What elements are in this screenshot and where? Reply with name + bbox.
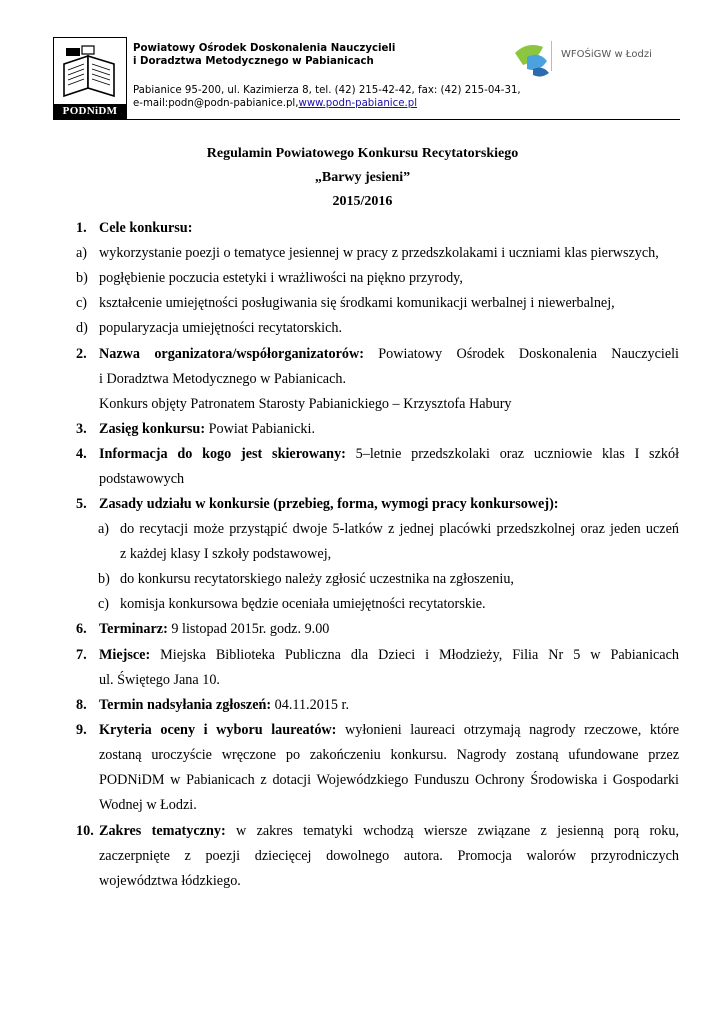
organization-name: Powiatowy Ośrodek Doskonalenia Nauczycieli i Doradztwa Metodycznego w Pabianicach [133, 43, 396, 67]
list-item: wykorzystanie poezji o tematyce jesiennej w pracy z przedszkolakami i uczniami klas pierwszych, [99, 245, 659, 261]
section-text: Wodnej w Łodzi. [99, 797, 197, 813]
contact-details [133, 84, 521, 110]
section-text: podstawowych [99, 471, 185, 487]
section-paragraph: Termin nadsyłania zgłoszeń: 04.11.2015 r. [99, 697, 350, 713]
section-number: 2. [76, 346, 87, 362]
list-item-continued: z każdej klasy I szkoły podstawowej, [120, 546, 332, 562]
section-heading: Cele konkursu: [99, 220, 193, 236]
list-marker: b) [76, 270, 88, 286]
list-item: do konkursu recytatorskiego należy zgłosić uczestnika na zgłoszeniu, [120, 571, 514, 587]
section-text: i Doradztwa Metodycznego w Pabianicach. [99, 371, 347, 387]
section-paragraph: Miejsce: Miejska Biblioteka Publiczna dla Dzieci i Młodzieży, Filia Nr 5 w Pabianicach [99, 647, 679, 663]
section-number: 9. [76, 722, 87, 738]
list-item: komisja konkursowa będzie oceniała umiejętności recytatorskie. [120, 596, 486, 612]
letterhead [53, 37, 680, 120]
list-marker: a) [98, 521, 110, 537]
list-marker: a) [76, 245, 88, 261]
open-book-icon [58, 44, 122, 104]
section-paragraph: Kryteria oceny i wyboru laureatów: wyłonieni laureaci otrzymają nagrody rzeczowe, które [99, 722, 679, 738]
section-number: 3. [76, 421, 87, 437]
section-text: ul. Świętego Jana 10. [99, 672, 220, 688]
section-text: zaczerpnięte z poezji dziecięcej dowolnego autora. Promocja walorów przyrodniczych [99, 848, 679, 864]
website-link[interactable]: www.podn-pabianice.pl [298, 98, 418, 109]
section-number: 6. [76, 621, 87, 637]
list-marker: c) [76, 295, 88, 311]
section-text: PODNiDM w Pabianicach z dotacji Wojewódzkiego Funduszu Ochrony Środowiska i Gospodarki [99, 772, 679, 788]
partner-logo-text: WFOŚiGW w Łodzi [561, 49, 652, 60]
address-line: Pabianice 95-200, ul. Kazimierza 8, tel. (42) 215-42-42, fax: (42) 215-04-31, [133, 85, 521, 96]
list-marker: c) [98, 596, 110, 612]
section-paragraph: Informacja do kogo jest skierowany: 5–letnie przedszkolaki oraz uczniowie klas I szkół [99, 446, 680, 462]
list-item: pogłębienie poczucia estetyki i wrażliwości na piękno przyrody, [99, 270, 463, 286]
section-number: 5. [76, 496, 87, 512]
section-paragraph: Terminarz: 9 listopad 2015r. godz. 9.00 [99, 621, 330, 637]
section-text: zostaną uroczyście wręczone po zakończeniu konkursu. Nagrody zostaną ufundowane przez [99, 747, 679, 763]
list-marker: d) [76, 320, 88, 336]
section-paragraph: Zasięg konkursu: Powiat Pabianicki. [99, 421, 315, 437]
logo-label: PODNiDM [54, 104, 126, 118]
list-item: do recytacji może przystąpić dwoje 5-latków z jednej placówki przedszkolnej oraz jeden uczeń [120, 521, 679, 537]
contest-name: „Barwy jesieni” [314, 170, 411, 185]
section-number: 7. [76, 647, 87, 663]
section-number: 10. [76, 823, 94, 839]
school-year: 2015/2016 [332, 194, 393, 209]
list-item: kształcenie umiejętności posługiwania się środkami komunikacji werbalnej i niewerbalnej, [99, 295, 615, 311]
section-number: 8. [76, 697, 87, 713]
document-title: Regulamin Powiatowego Konkursu Recytatorskiego [206, 146, 519, 161]
section-paragraph: Zakres tematyczny: w zakres tematyki wchodzą wiersze związane z jesienną porą roku, [99, 823, 680, 839]
section-number: 4. [76, 446, 87, 462]
podnidm-logo [53, 37, 127, 119]
list-marker: b) [98, 571, 110, 587]
section-text: Konkurs objęty Patronatem Starosty Pabianickiego – Krzysztofa Habury [99, 396, 512, 412]
section-text: województwa łódzkiego. [99, 873, 241, 889]
section-heading: Zasady udziału w konkursie (przebieg, forma, wymogi pracy konkursowej): [99, 496, 559, 512]
email-line: e-mail:podn@podn-pabianice.pl,www.podn-pabianice.pl [133, 98, 418, 109]
section-paragraph: Nazwa organizatora/współorganizatorów: Powiatowy Ośrodek Doskonalenia Nauczycieli [99, 346, 679, 362]
logo-separator [551, 41, 552, 71]
section-number: 1. [76, 220, 87, 236]
list-item: popularyzacja umiejętności recytatorskich. [99, 320, 343, 336]
